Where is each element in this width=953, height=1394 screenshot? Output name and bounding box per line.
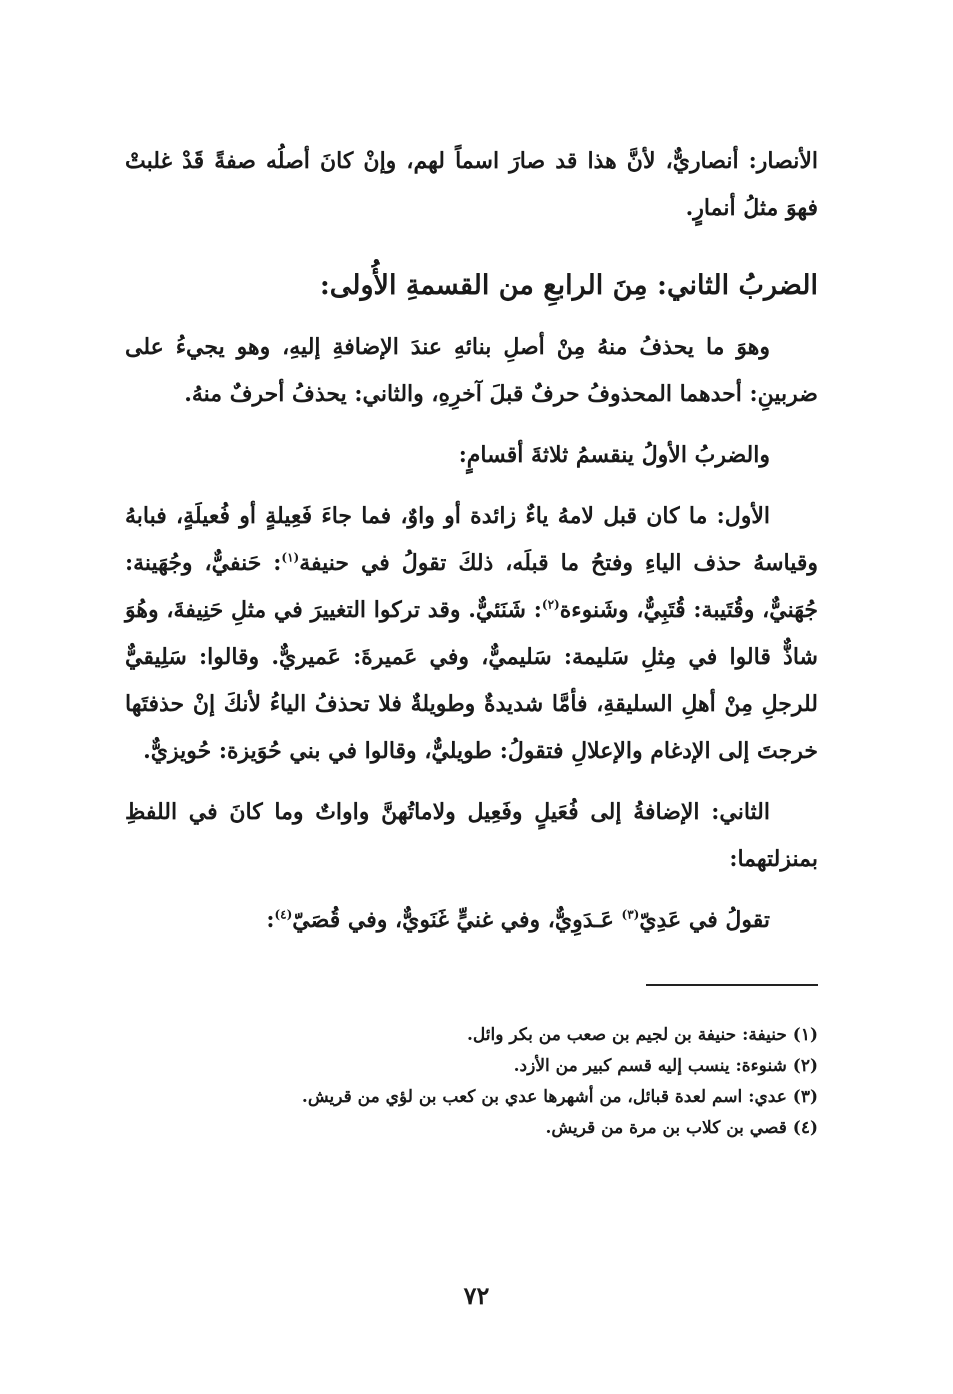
- first-type-text-a: ما كان قبل لامهُ ياءٌ زائدة أو واوٌ، فما جاءَ فَعِيلةٍ أو فُعيلَةٍ، فبابهُ وقياسهُ حذف الياءِ وفتحُ ما قبلَه، ذلكَ تقولُ في حنيفة: [125, 503, 818, 576]
- second-type-text: الإضافةُ إلى فُعَيلٍ وفَعِيل ولاماتُهنَّ واواتٌ وما كانَ في اللفظِ بمنزلتهما:: [125, 799, 818, 872]
- paragraph-first-type: [125, 493, 818, 775]
- footnotes: [125, 1020, 818, 1144]
- paragraph-second-type: [125, 789, 818, 883]
- paragraph-division: والضربُ الأولُ ينقسمُ ثلاثةَ أقسامٍ:: [458, 442, 770, 468]
- footnote-ref-2[interactable]: (٢): [541, 597, 560, 612]
- footnote-3: [125, 1082, 818, 1113]
- examples-text-c: :: [266, 907, 275, 933]
- footnote-ref-1[interactable]: (١): [281, 550, 300, 565]
- footnote-text: قصي بن كلاب بن مرة من قريش.: [545, 1118, 793, 1138]
- footnote-text: شنوءة: ينسب إليه قسم كبير من الأزد.: [513, 1056, 793, 1076]
- footnote-text: حنيفة: حنيفة بن لجيم بن صعب من بكر وائل.: [466, 1025, 793, 1045]
- footnote-ref-3[interactable]: (٣): [621, 907, 640, 922]
- footnote-text: عدي: اسم لعدة قبائل، من أشهرها عدي بن كعب بن لؤي من قريش.: [301, 1087, 793, 1107]
- examples-text-b: عَـدَوِيٌّ، وفي غنيٍّ غَنَويٌّ، وفي قُصَيّ: [292, 907, 622, 933]
- first-type-text-c: : شَنَئيٌّ. وقد تركوا التغييرَ في مثلِ حَنِيفةَ، وهُوَ شاذٌّ قالوا في مِثلِ سَليمة: سَليميٌّ، وفي عَميرةَ: عَميريٌّ. وقالوا: سَلِيقيٌّ للرجلِ مِنْ أهلِ السليقةِ، فأمَّا شديدةٌ وطويلةٌ فلا تحذفُ الياءُ لأنكَ إنْ حذفتَها خرجتَ إلى الإدغام والإعلالِ فتقولُ: طويليٌّ، وقالوا في بني حُوَيزة: حُويزيٌّ.: [125, 597, 818, 764]
- footnote-divider: [646, 984, 818, 986]
- page-number: ٧٢: [463, 1281, 490, 1310]
- footnote-number: (١): [792, 1025, 818, 1045]
- footnote-number: (٤): [792, 1118, 818, 1138]
- footnote-ref-4[interactable]: (٤): [274, 907, 293, 922]
- footnote-number: (٣): [792, 1087, 818, 1107]
- paragraph-ansar: الأنصار: أنصاريٌّ، لأنَّ هذا قد صارَ اسماً لهم، وإنْ كانَ أصلُه صفةً قَدْ غلبتْ فهوَ مثلُ أنمارٍ.: [125, 148, 818, 221]
- second-type-label: الثاني:: [711, 799, 770, 825]
- footnote-4: [125, 1113, 818, 1144]
- footnote-2: [125, 1051, 818, 1082]
- section-heading: الضربُ الثاني: مِنَ الرابعِ من القسمةِ الأُولى:: [319, 270, 818, 301]
- examples-text-a: تقولُ في عَدِيّ: [639, 907, 770, 933]
- first-type-text-b: : حَنفيٌّ، وجُهَينة: جُهَنيٌّ، وقُتَيبة: قُتَبِيٌّ، وشَنوءة: [125, 550, 818, 623]
- paragraph-examples: [125, 897, 818, 944]
- paragraph-definition: وهوَ ما يحذفُ منهُ مِنْ أصلِ بنائهِ عندَ الإضافةِ إليهِ، وهو يجيءُ على ضربينِ: أحدهما المحذوفُ حرفٌ قبلَ آخرِهِ، والثاني: يحذفُ أحرفٌ منهُ.: [125, 334, 818, 407]
- page-body: [125, 138, 818, 1318]
- footnote-1: [125, 1020, 818, 1051]
- first-type-label: الأول:: [716, 503, 770, 529]
- footnote-number: (٢): [792, 1056, 818, 1076]
